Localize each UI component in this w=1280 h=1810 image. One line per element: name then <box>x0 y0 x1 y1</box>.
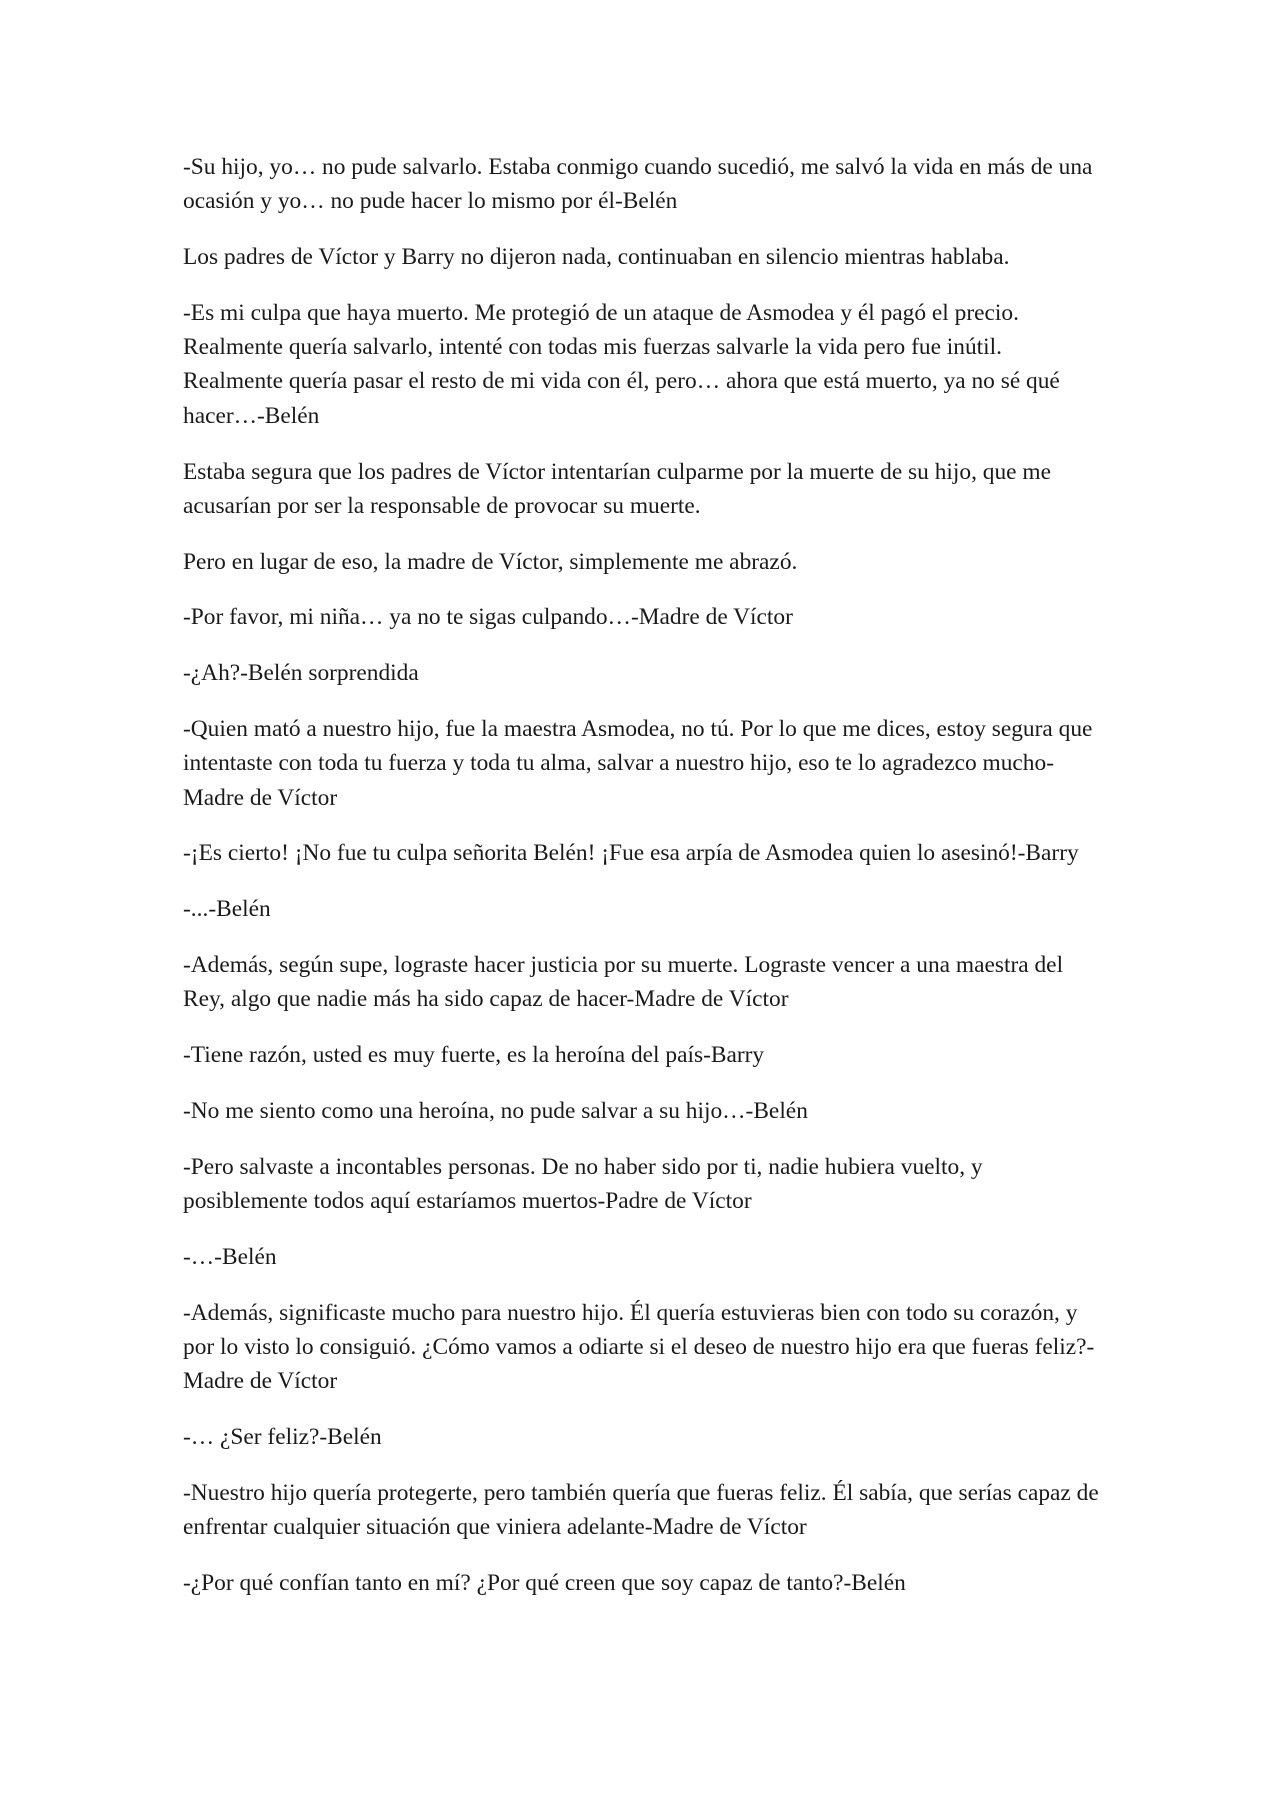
paragraph: -Además, significaste mucho para nuestro hijo. Él quería estuvieras bien con todo su corazón, y por lo visto lo consiguió. ¿Cómo vamos a odiarte si el deseo de nuestro hijo era que fueras feliz?-Madre de Víctor <box>183 1299 1095 1395</box>
body-text <box>183 150 1103 1622</box>
paragraph: -Es mi culpa que haya muerto. Me protegió de un ataque de Asmodea y él pagó el precio. Realmente quería salvarlo, intenté con todas mis fuerzas salvarle la vida pero fue inútil. Realmente quería pasar el resto de mi vida con él, pero… ahora que está muerto, ya no sé qué hacer…-Belén <box>183 299 1060 429</box>
paragraph: Estaba segura que los padres de Víctor intentarían culparme por la muerte de su hijo, que me acusarían por ser la responsable de provocar su muerte. <box>183 458 1051 519</box>
paragraph: -…-Belén <box>183 1243 277 1270</box>
paragraph: -Quien mató a nuestro hijo, fue la maestra Asmodea, no tú. Por lo que me dices, estoy segura que intentaste con toda tu fuerza y toda tu alma, salvar a nuestro hijo, eso te lo agradezco mucho-Madre de Víctor <box>183 716 1093 811</box>
paragraph: -¿Por qué confían tanto en mí? ¿Por qué creen que soy capaz de tanto?-Belén <box>183 1569 906 1596</box>
paragraph: -¡Es cierto! ¡No fue tu culpa señorita Belén! ¡Fue esa arpía de Asmodea quien lo asesinó!-Barry <box>183 840 1079 867</box>
paragraph: -… ¿Ser feliz?-Belén <box>183 1424 382 1451</box>
paragraph: -¿Ah?-Belén sorprendida <box>183 660 419 687</box>
paragraph: -Además, según supe, lograste hacer justicia por su muerte. Lograste vencer a una maestra del Rey, algo que nadie más ha sido capaz de hacer-Madre de Víctor <box>183 952 1064 1013</box>
paragraph: -Por favor, mi niña… ya no te sigas culpando…-Madre de Víctor <box>183 604 793 631</box>
paragraph: -Su hijo, yo… no pude salvarlo. Estaba conmigo cuando sucedió, me salvó la vida en más de una ocasión y yo… no pude hacer lo mismo por él-Belén <box>183 154 1093 215</box>
paragraph: -Tiene razón, usted es muy fuerte, es la heroína del país-Barry <box>183 1042 765 1069</box>
paragraph: Pero en lugar de eso, la madre de Víctor, simplemente me abrazó. <box>183 548 798 575</box>
paragraph: -...-Belén <box>183 896 271 923</box>
paragraph: -Pero salvaste a incontables personas. De no haber sido por ti, nadie hubiera vuelto, y posiblemente todos aquí estaríamos muertos-Padre de Víctor <box>183 1153 983 1215</box>
paragraph: -No me siento como una heroína, no pude salvar a su hijo…-Belén <box>183 1097 808 1124</box>
paragraph: -Nuestro hijo quería protegerte, pero también quería que fueras feliz. Él sabía, que serías capaz de enfrentar cualquier situación que viniera adelante-Madre de Víctor <box>183 1479 1099 1541</box>
paragraph: Los padres de Víctor y Barry no dijeron nada, continuaban en silencio mientras hablaba. <box>183 244 1010 271</box>
